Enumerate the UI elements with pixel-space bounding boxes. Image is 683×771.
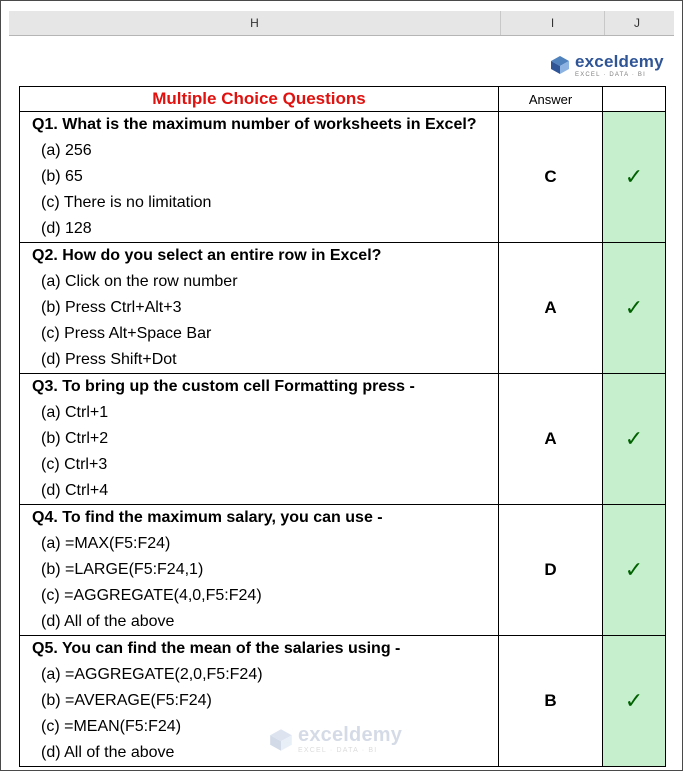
answer-cell[interactable]: D [499, 505, 603, 636]
question-text: Q1. What is the maximum number of worksheets in Excel? [32, 116, 477, 133]
option-c: (c) =MEAN(F5:F24) [41, 718, 182, 735]
option-b: (b) =LARGE(F5:F24,1) [41, 561, 204, 578]
question-row-1 [20, 112, 666, 243]
check-mark-icon[interactable]: ✓ [603, 505, 666, 636]
answer-header[interactable]: Answer [499, 87, 603, 112]
table-title[interactable]: Multiple Choice Questions [20, 87, 499, 112]
watermark-cube-icon [269, 728, 293, 752]
question-text: Q4. To find the maximum salary, you can use - [32, 509, 383, 526]
question-row-3 [20, 374, 666, 505]
question-cell[interactable] [20, 112, 499, 243]
option-b: (b) Press Ctrl+Alt+3 [41, 299, 182, 316]
column-header-bar [9, 11, 674, 36]
option-c: (c) =AGGREGATE(4,0,F5:F24) [41, 587, 262, 604]
question-text: Q2. How do you select an entire row in Excel? [32, 247, 382, 264]
question-cell[interactable] [20, 374, 499, 505]
option-c: (c) Press Alt+Space Bar [41, 325, 212, 342]
answer-cell[interactable]: A [499, 374, 603, 505]
option-a: (a) Click on the row number [41, 273, 238, 290]
answer-cell[interactable]: B [499, 636, 603, 767]
option-d: (d) Press Shift+Dot [41, 351, 177, 368]
option-d: (d) All of the above [41, 744, 175, 761]
check-mark-icon[interactable]: ✓ [603, 112, 666, 243]
check-mark-icon[interactable]: ✓ [603, 374, 666, 505]
question-cell[interactable] [20, 636, 499, 767]
option-d: (d) All of the above [41, 613, 175, 630]
question-text: Q3. To bring up the custom cell Formatting press - [32, 378, 415, 395]
watermark-name: exceldemy [298, 724, 403, 746]
question-text: Q5. You can find the mean of the salaries using - [32, 640, 401, 657]
question-row-2 [20, 243, 666, 374]
column-header-i[interactable]: I [501, 11, 605, 35]
watermark-tagline: EXCEL · DATA · BI [298, 747, 378, 754]
check-mark-icon[interactable]: ✓ [603, 243, 666, 374]
check-mark-icon[interactable]: ✓ [603, 636, 666, 767]
logo-name: exceldemy [575, 51, 664, 71]
option-b: (b) =AVERAGE(F5:F24) [41, 692, 212, 709]
logo-tagline: EXCEL · DATA · BI [575, 71, 646, 78]
option-c: (c) There is no limitation [41, 194, 212, 211]
check-header-cell[interactable] [603, 87, 666, 112]
mcq-table [19, 86, 666, 767]
option-c: (c) Ctrl+3 [41, 456, 108, 473]
answer-cell[interactable]: A [499, 243, 603, 374]
column-header-h[interactable]: H [9, 11, 501, 35]
question-cell[interactable] [20, 243, 499, 374]
option-d: (d) Ctrl+4 [41, 482, 109, 499]
column-header-j[interactable]: J [634, 16, 640, 30]
option-a: (a) =MAX(F5:F24) [41, 535, 171, 552]
logo-cube-icon [550, 55, 570, 75]
option-b: (b) 65 [41, 168, 83, 185]
question-row-4 [20, 505, 666, 636]
question-cell[interactable] [20, 505, 499, 636]
option-d: (d) 128 [41, 220, 92, 237]
option-a: (a) Ctrl+1 [41, 404, 109, 421]
option-a: (a) 256 [41, 142, 92, 159]
exceldemy-logo [550, 53, 664, 77]
option-a: (a) =AGGREGATE(2,0,F5:F24) [41, 666, 263, 683]
exceldemy-watermark [269, 725, 402, 754]
option-b: (b) Ctrl+2 [41, 430, 109, 447]
answer-cell[interactable]: C [499, 112, 603, 243]
